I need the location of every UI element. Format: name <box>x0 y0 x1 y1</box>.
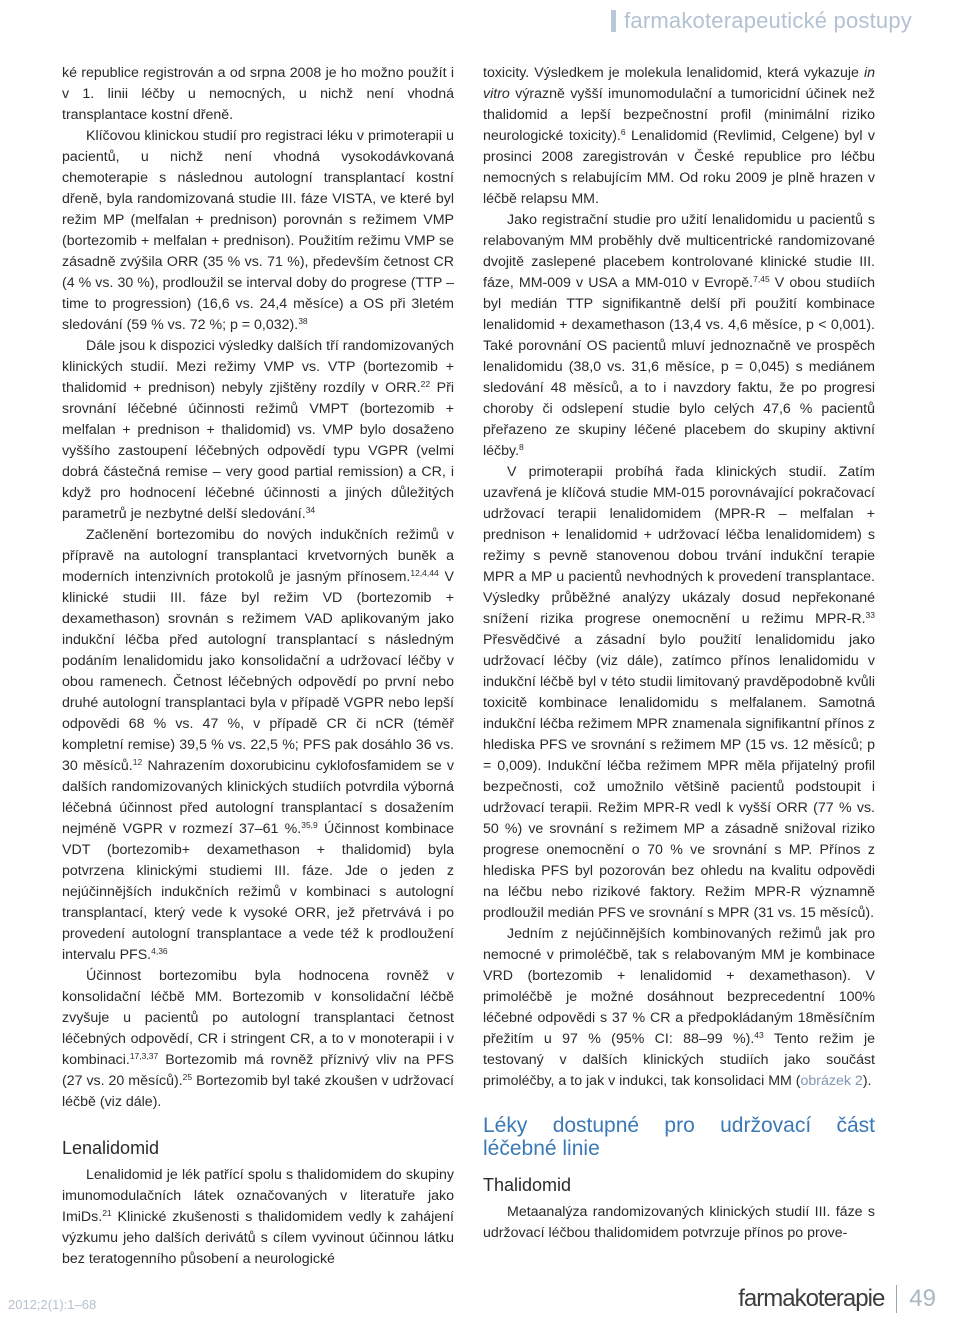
footer-citation: 2012;2(1):1–68 <box>8 1297 97 1312</box>
footer-branding <box>738 1285 936 1313</box>
header-accent-bar <box>611 10 616 32</box>
journal-logo: farmakoterapie <box>738 1285 885 1312</box>
paragraph: V primoterapii probíhá řada klinických studií. Zatím uzavřená je klíčová studie MM-015 porovnávající pokračovací udržovací terapii lenalidomidem (MPR-R – melfalan + prednison + lenalidomid + udržovací léčba lenalidomidem) s režimy s pevně stanovenou dobou trvání indukční terapie MPR a MP u pacientů nevhodných k provedení transplantace. Výsledky průběžné analýzy ukázaly dosud nepřekonané snížení rizika progrese onemocnění u režimu MPR-R.$^{33}$ Přesvědčivé a zásadní bylo použití lenalidomidu jako udržovací léčby (viz dále), zatímco přínos lenalidomidu v indukční léčbě byl v této studii limitovaný pravděpodobně kvůli toxicitě kombinace lenalidomidu s melfalanem. Samotná indukční léčba režimem MPR znamenala signifikantní přínos z hlediska PFS ve srovnání s režimem MP (15 vs. 12 měsíců; p = 0,009). Indukční léčba režimem MPR měla přijatelný profil bezpečnosti, což umožnilo většině pacientů podstoupit i udržovací terapii. Režim MPR-R vedl k vyšší ORR (77 % vs. 50 %) ve srovnání s režimem MP a zásadně snižoval riziko progrese onemocnění o 70 % ve srovnání s MP. Přínos z hlediska PFS byl pozorován bez ohledu na kvalitu odpovědi na léčbu nebo rizikové faktory. Režim MPR-R významně prodloužil medián PFS ve srovnání s MPR (31 vs. 15 měsíců). <box>483 464 875 921</box>
footer-divider <box>896 1285 897 1313</box>
page-number: 49 <box>909 1285 936 1312</box>
subsection-heading-thalidomid: Thalidomid <box>483 1175 572 1195</box>
subsection-heading-lenalidomid: Lenalidomid <box>62 1138 160 1158</box>
running-header <box>611 4 912 38</box>
paragraph: Lenalidomid je lék patřící spolu s thalidomidem do skupiny imunomodulačních látek označovaných v literatuře jako ImiDs.$^{21}$ Klinické zkušenosti s thalidomidem vedly k zahájení výzkumu jeho dalších derivátů s cílem vyvinout účinnou látku bez teratogenního působení a neurologické <box>62 1167 454 1267</box>
left-column <box>62 63 454 1270</box>
paragraph: Jako registrační studie pro užití lenalidomidu u pacientů s relabovaným MM proběhly dvě multicentrické randomizované dvojitě zaslepené placebem kontrolované klinické studie III. fáze, MM-009 v USA a MM-010 v Evropě.$^{7,45}$ V obou studiích byl medián TTP signifikantně delší při použití kombinace lenalidomid + dexamethason (13,4 vs. 4,6 měsíce, p < 0,001). Také porovnání OS pacientů mluví jednoznačně ve prospěch lenalidomidu (38,0 vs. 31,6 měsíce, p = 0,045) s mediánem sledování 48 měsíců, a to i navzdory faktu, že po progresi choroby či odslepení studie bylo celých 47,6 % pacientů přeřazeno ze skupiny léčené placebem do skupiny aktivní léčby.$^8$ <box>483 212 875 459</box>
right-column <box>483 63 875 1244</box>
paragraph: Jedním z nejúčinnějších kombinovaných režimů jak pro nemocné v primoléčbě, tak s relabovaným MM je kombinace VRD (bortezomib + lenalidomid + dexamethason). V primoléčbě je možné dosáhnout bezprecedentní 100% léčebné odpovědi s 37 % CR a předpokládaným 18měsíčním přežitím u 97 % (95% CI: 88–99 %).$^{43}$ Tento režim je testovaný v dalších klinických studiích jako součást primoléčby, a to jak v indukci, tak konsolidaci MM (obrázek 2). <box>483 926 875 1089</box>
section-heading: Léky dostupné pro udržovací část léčebné linie <box>483 1114 875 1160</box>
paragraph: ké republice registrován a od srpna 2008 je ho možno použít i v 1. linii léčby u nemocných, u nichž není vhodná transplantace kostní dřeně. <box>62 65 454 123</box>
paragraph: Začlenění bortezomibu do nových indukčních režimů v přípravě na autologní transplantaci krvetvorných buněk a moderních intenzivních protokolů je jasným přínosem.$^{12,4,44}$ V klinické studii III. fáze byl režim VD (bortezomib + dexamethason) srovnán s režimem VAD aplikovaným jako indukční léčba před autologní transplantací s následným podáním lenalidomidu jako konsolidační a udržovací léčby v obou ramenech. Četnost léčebných odpovědí po první nebo druhé autologní transplantaci byla v případě VGPR nebo lepší odpovědi 68 % vs. 47 %, v případě CR či nCR (téměř kompletní remise) 39,5 % vs. 22,5 %; PFS pak dosáhlo 36 vs. 30 měsíců.$^{12}$ Nahrazením doxorubicinu cyklofosfamidem se v dalších randomizovaných klinických studiích potvrdila výborná léčebná účinnost před autologní transplantací s dosažením nejméně VGPR v rozmezí 37–61 %.$^{35,9}$ Účinnost kombinace VDT (bortezomib+ dexamethason + thalidomid) byla potvrzena klinickými studiemi III. fáze. Jde o jeden z nejúčinnějších indukčních režimů v kombinaci s autologní transplantací, který vede k vysoké ORR, jež přetrvává i po provedení autologní transplantace a vede též k prodloužení intervalu PFS.$^{4,36}$ <box>62 527 454 963</box>
paragraph: Účinnost bortezomibu byla hodnocena rovněž v konsolidační léčbě MM. Bortezomib v konsolidační léčbě zvyšuje u pacientů po autologní transplantaci četnost léčebných odpovědí, CR i stringent CR, a to v monoterapii i v kombinaci.$^{17,3,37}$ Bortezomib má rovněž příznivý vliv na PFS (27 vs. 20 měsíců).$^{25}$ Bortezomib byl také zkoušen v udržovací léčbě (viz dále). <box>62 968 454 1110</box>
figure-reference-link[interactable]: obrázek 2 <box>800 1073 863 1089</box>
paragraph: Dále jsou k dispozici výsledky dalších tří randomizovaných klinických studií. Mezi režimy VMP vs. VTP (bortezomib + thalidomid + prednison) nebyly zjištěny rozdíly v ORR.$^{22}$ Při srovnání léčebné účinnosti režimů VMPT (bortezomib + melfalan + prednison + thalidomid) vs. VMP bylo dosaženo vyššího zastoupení léčebných odpovědí typu VGPR (velmi dobrá částečná remise – very good partial remission) a CR, i když pro hodnocení léčebné účinnosti a jiných důležitých parametrů je nezbytné delší sledování.$^{34}$ <box>62 338 454 522</box>
paragraph: Klíčovou klinickou studií pro registraci léku v primoterapii u pacientů, u nichž není vhodná vysokodávkovaná chemoterapie s následnou autologní transplantací kostní dřeně, byla randomizovaná studie III. fáze VISTA, ve které byl režim MP (melfalan + prednison) porovnán s režimem VMP (bortezomib + melfalan + prednison). Použitím režimu VMP se zásadně zvýšila ORR (35 % vs. 71 %), především četnost CR (4 % vs. 30 %), prodloužil se interval doby do progrese (TTP – time to progression) (16,6 vs. 24,4 měsíce) a OS při 3letém sledování (59 % vs. 72 %; p = 0,032).$^{38}$ <box>62 128 454 333</box>
paragraph: Metaanalýza randomizovaných klinických studií III. fáze s udržovací léčbou thalidomidem potvrzuje přínos po prove- <box>483 1204 875 1241</box>
header-title: farmakoterapeutické postupy <box>624 8 912 33</box>
paragraph: toxicity. Výsledkem je molekula lenalidomid, která vykazuje in vitro výrazně vyšší imunomodulační a tumoricidní účinek než thalidomid a lepší bezpečnostní profil (minimální riziko neurologické toxicity).$^6$ Lenalidomid (Revlimid, Celgene) byl v prosinci 2008 zaregistrován v České republice pro léčbu nemocných s relabujícím MM. Od roku 2009 je plně hrazen v léčbě relapsu MM. <box>483 65 875 207</box>
